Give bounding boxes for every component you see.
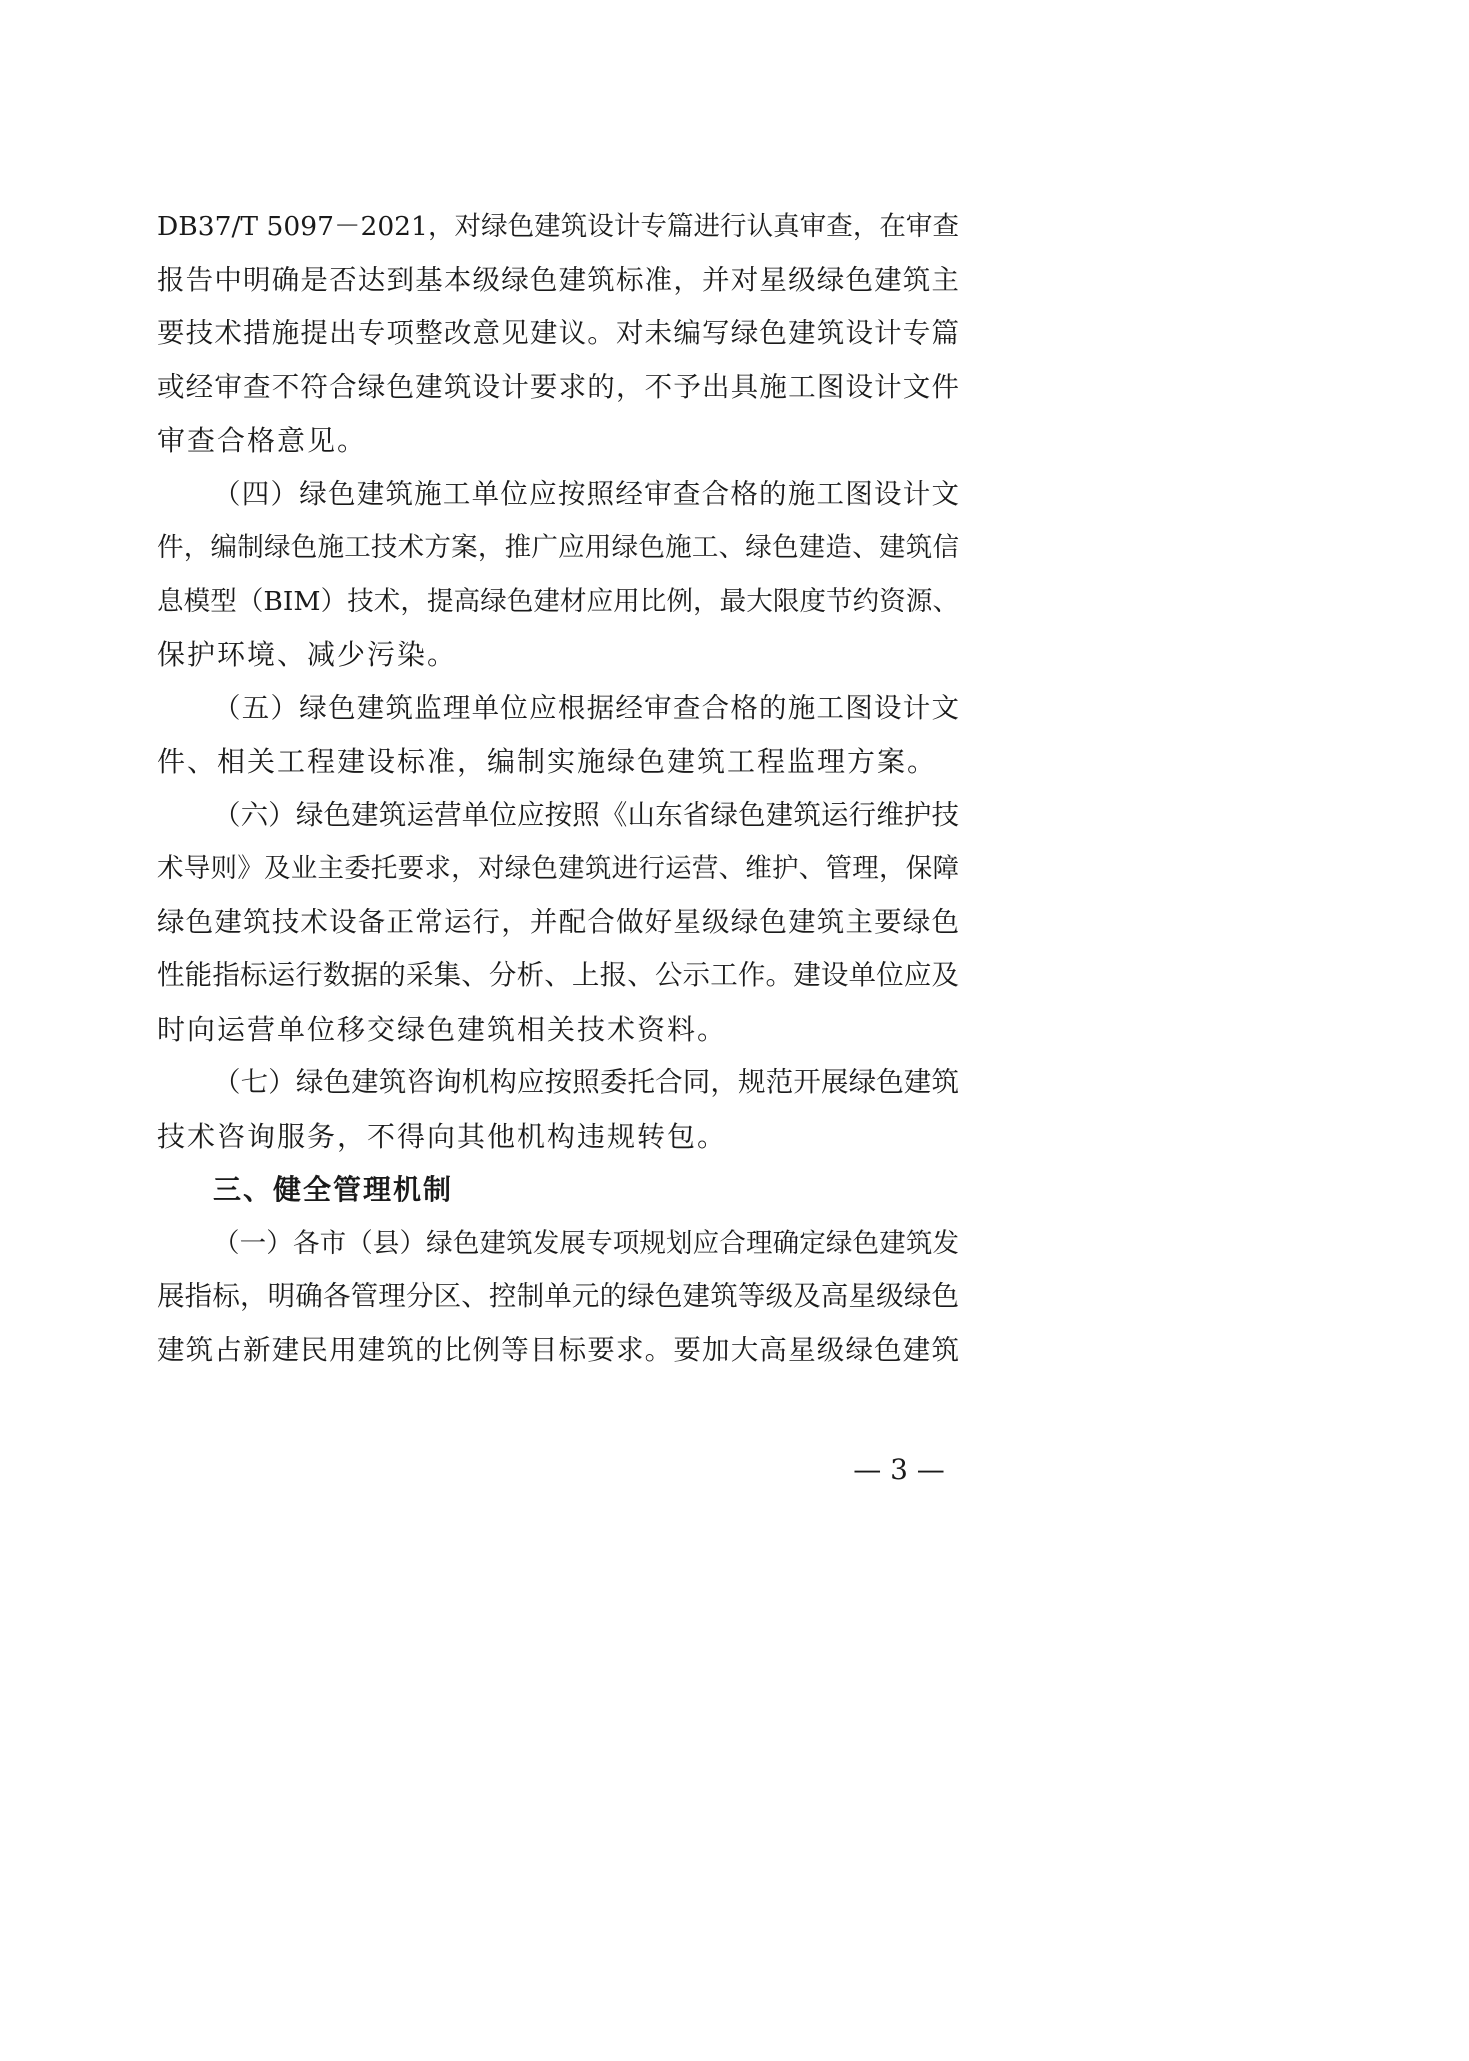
paragraph-5-start: （五）绿色建筑监理单位应根据经审查合格的施工图设计文 <box>213 691 959 724</box>
paragraph-7-start: （七）绿色建筑咨询机构应按照委托合同，规范开展绿色建筑 <box>213 1066 959 1098</box>
page-number: — 3 — <box>853 1453 945 1486</box>
text-line: 要技术措施提出专项整改意见建议。对未编写绿色建筑设计专篇 <box>157 317 959 349</box>
text-line: 技术咨询服务，不得向其他机构违规转包。 <box>157 1119 728 1153</box>
text-line: 件，编制绿色施工技术方案，推广应用绿色施工、绿色建造、建筑信 <box>157 532 959 563</box>
paragraph-4-start: （四）绿色建筑施工单位应按照经审查合格的施工图设计文 <box>213 477 959 510</box>
paragraph-1-start: （一）各市（县）绿色建筑发展专项规划应合理确定绿色建筑发 <box>213 1227 959 1259</box>
paragraph-6-start: （六）绿色建筑运营单位应按照《山东省绿色建筑运行维护技 <box>213 798 959 831</box>
text-line: 术导则》及业主委托要求，对绿色建筑进行运营、维护、管理，保障 <box>157 853 959 884</box>
text-line: 审查合格意见。 <box>157 424 368 457</box>
text-line: 建筑占新建民用建筑的比例等目标要求。要加大高星级绿色建筑 <box>157 1333 959 1366</box>
text-line: 息模型（BIM）技术，提高绿色建材应用比例，最大限度节约资源、 <box>157 585 959 617</box>
text-line: 绿色建筑技术设备正常运行，并配合做好星级绿色建筑主要绿色 <box>157 905 959 938</box>
text-line: 件、相关工程建设标准，编制实施绿色建筑工程监理方案。 <box>157 745 938 778</box>
text-line: 或经审查不符合绿色建筑设计要求的，不予出具施工图设计文件 <box>157 370 959 403</box>
section-heading: 三、健全管理机制 <box>213 1173 454 1206</box>
text-line: 时向运营单位移交绿色建筑相关技术资料。 <box>157 1012 728 1046</box>
document-body <box>157 200 959 1377</box>
text-line: 保护环境、减少污染。 <box>157 638 458 671</box>
text-line: DB37/T 5097－2021，对绿色建筑设计专篇进行认真审查，在审查 <box>157 211 959 242</box>
text-line: 性能指标运行数据的采集、分析、上报、公示工作。建设单位应及 <box>157 959 959 991</box>
text-line: 报告中明确是否达到基本级绿色建筑标准，并对星级绿色建筑主 <box>157 263 959 296</box>
text-line: 展指标，明确各管理分区、控制单元的绿色建筑等级及高星级绿色 <box>157 1280 959 1312</box>
